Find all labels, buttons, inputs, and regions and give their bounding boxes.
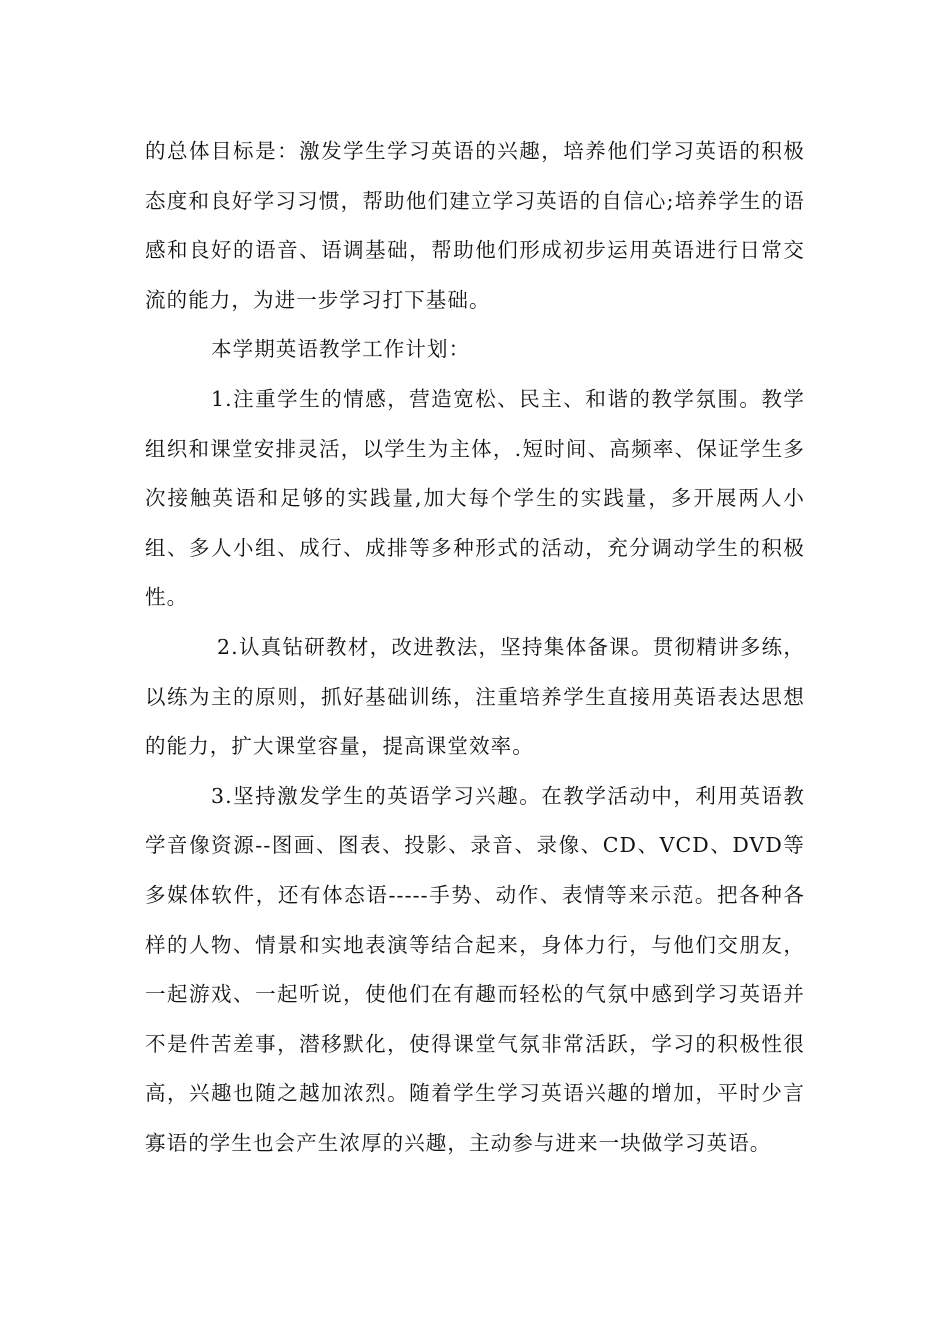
paragraph-item-2: 2.认真钻研教材，改进教法，坚持集体备课。贯彻精讲多练，以练为主的原则，抓好基础训练，注重培养学生直接用英语表达思想的能力，扩大课堂容量，提高课堂效率。 [145, 634, 805, 759]
paragraph-plan-heading: 本学期英语教学工作计划： [211, 337, 471, 362]
paragraph-item-3: 3.坚持激发学生的英语学习兴趣。在教学活动中，利用英语教学音像资源--图画、图表、投影、录音、录像、CD、VCD、DVD等多媒体软件，还有体态语-----手势、动作、表情等来示范。把各种各样的人物、情景和实地表演等结合起来，身体力行，与他们交朋友，一起游戏、一起听说，使他们在有趣而轻松的气氛中感到学习英语并不是件苦差事，潜移默化，使得课堂气氛非常活跃，学习的积极性很高，兴趣也随之越加浓烈。随着学生学习英语兴趣的增加，平时少言寡语的学生也会产生浓厚的兴趣，主动参与进来一块做学习英语。 [145, 783, 805, 1155]
document-page [145, 127, 805, 1168]
paragraph-item-1: 1.注重学生的情感，营造宽松、民主、和谐的教学氛围。教学组织和课堂安排灵活，以学生为主体，.短时间、高频率、保证学生多次接触英语和足够的实践量,加大每个学生的实践量，多开展两人小组、多人小组、成行、成排等多种形式的活动，充分调动学生的积极性。 [145, 386, 805, 610]
paragraph-goal-continuation: 的总体目标是：激发学生学习英语的兴趣，培养他们学习英语的积极态度和良好学习习惯，帮助他们建立学习英语的自信心;培养学生的语感和良好的语音、语调基础，帮助他们形成初步运用英语进行日常交流的能力，为进一步学习打下基础。 [145, 139, 805, 312]
